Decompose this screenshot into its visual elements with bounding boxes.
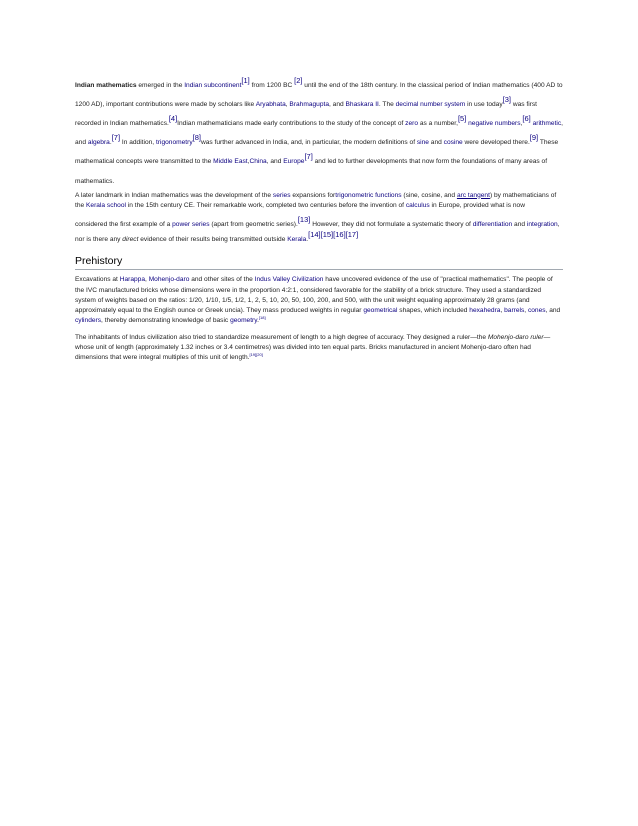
text-run: and led to further developments that now form the foundations of many areas of mathematics.: [75, 158, 548, 185]
citation-link[interactable]: [3]: [502, 95, 511, 105]
wiki-link[interactable]: integration: [526, 221, 558, 229]
wiki-link[interactable]: differentiation: [472, 221, 513, 229]
kerala-paragraph: [75, 191, 563, 211]
wiki-link[interactable]: sine: [416, 139, 429, 147]
text-run: in use today: [465, 101, 503, 109]
wiki-link[interactable]: Kerala school: [86, 201, 126, 209]
citation-link[interactable]: [1]: [241, 76, 250, 85]
wiki-link[interactable]: Middle East: [213, 158, 248, 166]
wiki-link[interactable]: Aryabhata: [255, 101, 286, 109]
text-run: In addition,: [120, 139, 156, 147]
text-run: .: [109, 139, 112, 147]
citation-link[interactable]: [7]: [111, 133, 121, 143]
excavations-paragraph: [75, 275, 563, 326]
text-run: ) by mathematicians of the: [75, 191, 557, 209]
text-run: and other sites of the: [189, 276, 255, 284]
wiki-link[interactable]: Indus Valley Civilization: [254, 276, 324, 284]
text-run: ,: [247, 158, 250, 166]
citation-link[interactable]: [4]: [168, 114, 178, 124]
wiki-link[interactable]: Bhaskara II: [345, 101, 379, 109]
wiki-link[interactable]: cosine: [443, 139, 463, 147]
wiki-link[interactable]: hexahedra: [469, 307, 501, 315]
wiki-link[interactable]: geometrical: [363, 307, 398, 315]
section-heading-prehistory: Prehistory: [75, 255, 563, 270]
text-run: —whose unit of length (approximately 1.32 inches or 3.4 centimetres) was divided into ten equal parts. Bricks manufactured in ancient Mohenjo-daro often had dimensions that were integral multiples of this unit of length.: [75, 333, 551, 361]
wiki-link[interactable]: Harappa: [119, 276, 146, 284]
text-run: ,: [500, 307, 505, 315]
text-run: was first recorded in Indian mathematics.: [75, 101, 537, 128]
article-body: [75, 76, 563, 369]
citation-link[interactable]: [7]: [304, 152, 313, 162]
text-run: until the end of the 18th century. In the classical period of Indian mathematics (400 AD to 1200 AD), important contributions were made by scholars like: [75, 82, 563, 109]
text-run: , and: [545, 307, 561, 315]
text-run: (sine, cosine, and: [401, 191, 457, 199]
citation-link[interactable]: [9]: [529, 133, 539, 143]
text-run: Excavations at: [75, 276, 120, 284]
text-run: from 1200 BC: [249, 82, 295, 89]
citation-link[interactable]: [14][15][16][17]: [308, 230, 359, 240]
kerala-paragraph-continued: [75, 217, 563, 247]
text-run: in Europe, provided what is now: [429, 201, 525, 209]
wiki-link[interactable]: arithmetic: [532, 120, 562, 128]
text-run: considered the first example of a: [75, 221, 173, 229]
wiki-link[interactable]: Europe: [283, 158, 305, 166]
wiki-link[interactable]: algebra: [87, 139, 110, 147]
text-run: were developed there.: [462, 139, 530, 147]
text-run: ,: [145, 276, 149, 284]
text-run: have uncovered evidence of the use of "practical mathematics". The people of the IVC manufactured bricks whose dimensions were in the proportion 4:2:1, considered favorable for the stability of a brick structure. They used a standardized system of weights based on the ratios: 1/20, 1/10, 1/5, 1/2, 1, 2, 5, 10, 20, 50, 100, 200, and 500, with the unit weight equaling approximately 28 grams (and approximately equal to the English ounce or Greek uncia). They mass produced weights in regular: [75, 276, 553, 315]
wiki-link[interactable]: Mohenjo-daro: [148, 276, 190, 284]
wiki-link[interactable]: negative numbers: [468, 120, 521, 128]
wiki-link[interactable]: decimal number system: [395, 101, 466, 109]
text-run: . The: [378, 101, 396, 109]
citation-link[interactable]: [2]: [294, 76, 303, 85]
text-run: , and: [329, 101, 346, 109]
text-run: The inhabitants of Indus civilization also tried to standardize measurement of length to a high degree of accuracy. They designed a ruler—the: [75, 333, 488, 341]
wiki-link[interactable]: arc tangent: [456, 191, 490, 199]
italic-text: Mohenjo-daro ruler: [487, 333, 544, 341]
text-run: Indian mathematicians made early contributions to the study of the concept of: [177, 120, 406, 128]
wiki-link[interactable]: Brahmagupta: [289, 101, 330, 109]
text-run: However, they did not formulate a systematic theory of: [310, 221, 473, 229]
citation-link[interactable]: [19][20]: [249, 351, 263, 357]
wiki-link[interactable]: Indian subcontinent: [184, 82, 242, 89]
text-run: .: [257, 317, 259, 325]
text-run: , and: [75, 120, 564, 147]
wiki-link[interactable]: geometry: [230, 317, 258, 325]
text-run: A later landmark in Indian mathematics was the development of the: [75, 191, 273, 199]
wiki-link[interactable]: barrels: [504, 307, 525, 315]
wiki-link[interactable]: trigonometric functions: [335, 191, 402, 199]
citation-link[interactable]: [18]: [258, 315, 266, 321]
text-run: in the 15th century CE. Their remarkable work, completed two centuries before the invention of: [125, 201, 406, 209]
wiki-link[interactable]: cones: [527, 307, 546, 315]
citation-link[interactable]: [5]: [457, 114, 467, 124]
text-run: .: [306, 236, 309, 244]
text-run: emerged in the: [136, 82, 185, 89]
wiki-link[interactable]: series: [272, 191, 291, 199]
text-run: was further advanced in India, and, in particular, the modern definitions of: [200, 139, 417, 147]
bold-term: Indian mathematics: [75, 82, 137, 89]
text-run: , nor is there any: [75, 221, 560, 244]
text-run: , thereby demonstrating knowledge of basic: [101, 317, 231, 325]
text-run: , and: [266, 158, 284, 166]
text-run: evidence of their results being transmitted outside: [138, 236, 288, 244]
text-run: These mathematical concepts were transmitted to the: [75, 139, 559, 166]
citation-link[interactable]: [8]: [192, 133, 201, 143]
text-run: expansions for: [290, 191, 336, 199]
wiki-link[interactable]: cylinders: [75, 317, 102, 325]
wiki-link[interactable]: trigonometry: [155, 139, 193, 147]
citation-link[interactable]: [13]: [297, 215, 311, 225]
text-run: and: [512, 221, 527, 229]
italic-text: direct: [122, 236, 139, 244]
intro-paragraph: [75, 76, 563, 191]
wiki-link[interactable]: calculus: [405, 201, 430, 209]
text-run: ,: [524, 307, 528, 315]
ruler-paragraph: [75, 333, 563, 364]
text-run: as a number,: [417, 120, 458, 128]
wiki-link[interactable]: power series: [172, 221, 210, 229]
wiki-link[interactable]: Kerala: [287, 236, 307, 244]
text-run: ,: [520, 120, 523, 128]
wiki-link[interactable]: zero: [405, 120, 418, 128]
wiki-link[interactable]: China: [249, 158, 267, 166]
text-run: and: [428, 139, 444, 147]
text-run: shapes, which included: [397, 307, 470, 315]
text-run: ,: [285, 101, 290, 109]
text-run: (apart from geometric series).: [209, 221, 298, 229]
citation-link[interactable]: [6]: [522, 114, 531, 124]
